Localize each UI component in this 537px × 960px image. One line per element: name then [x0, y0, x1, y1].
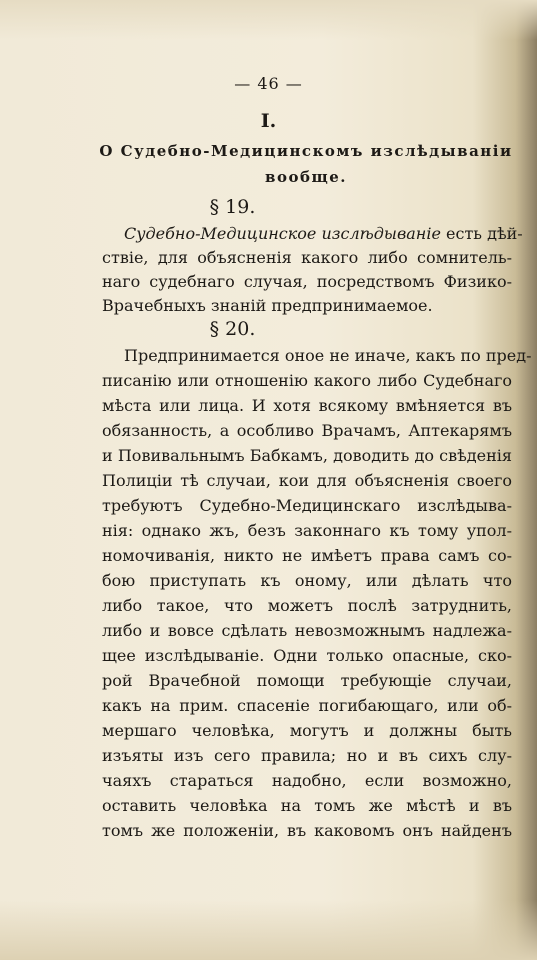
paragraph-line: мѣста или лица. И хотя всякому вмѣняется въ: [102, 396, 512, 415]
paragraph-line: нія: однако жъ, безъ законнаго къ тому упол-: [102, 521, 512, 540]
paragraph-line: либо и вовсе сдѣлать невозможнымъ надлежа-: [102, 621, 512, 640]
chapter-heading-line-1: О Судебно-Медицинскомъ изслѣдываніи: [99, 142, 513, 160]
paragraph-line: томъ же положеніи, въ каковомъ онъ найденъ: [102, 821, 512, 840]
paragraph-line: либо такое, что можетъ послѣ затруднить,: [102, 596, 512, 615]
chapter-heading-line-2: вообще.: [265, 168, 347, 186]
paragraph-line: мершаго человѣка, могутъ и должны быть: [102, 721, 512, 740]
italic-term: Судебно-Медицинское изслѣдываніе: [124, 224, 441, 243]
paragraph-line: чаяхъ стараться надобно, если возможно,: [102, 771, 512, 790]
page-shadow-bottom: [0, 900, 537, 960]
paragraph-line: какъ на прим. спасеніе погибающаго, или об-: [102, 696, 512, 715]
paragraph-line: оставить человѣка на томъ же мѣстѣ и въ: [102, 796, 512, 815]
section-mark-19: § 19.: [209, 196, 256, 218]
paragraph-line: изъяты изъ сего правила; но и въ сихъ слу-: [102, 746, 512, 765]
section-mark-20: § 20.: [209, 318, 256, 340]
page-number: — 46 —: [234, 74, 303, 93]
paragraph-line: наго судебнаго случая, посредствомъ Физико-: [102, 272, 512, 291]
paragraph-line: Предпринимается оное не иначе, какъ по пред-: [124, 346, 532, 365]
paragraph-line: бою приступать къ оному, или дѣлать что: [102, 571, 512, 590]
paragraph-line: ствіе, для объясненія какого либо сомнитель-: [102, 248, 512, 267]
chapter-number: I.: [260, 110, 277, 132]
paragraph-line: щее изслѣдываніе. Одни только опасные, ско-: [102, 646, 512, 665]
paragraph-line: Судебно-Медицинское изслѣдываніе есть дѣй-: [124, 224, 523, 243]
paragraph-line: номочиванія, никто не имѣетъ права самъ со-: [102, 546, 512, 565]
paragraph-line: и Повивальнымъ Бабкамъ, доводить до свѣденія: [102, 446, 512, 465]
paragraph-line: писанію или отношенію какого либо Судебнаго: [102, 371, 512, 390]
paragraph-line: Врачебныхъ знаній предпринимаемое.: [102, 296, 433, 315]
paragraph-line: требуютъ Судебно-Медицинскаго изслѣдыва-: [102, 496, 512, 515]
paragraph-line: Полиціи тѣ случаи, кои для объясненія своего: [102, 471, 512, 490]
paragraph-line: обязанность, а особливо Врачамъ, Аптекарямъ: [102, 421, 512, 440]
paragraph-line: рой Врачебной помощи требующіе случаи,: [102, 671, 512, 690]
page-shadow-top: [0, 0, 537, 40]
